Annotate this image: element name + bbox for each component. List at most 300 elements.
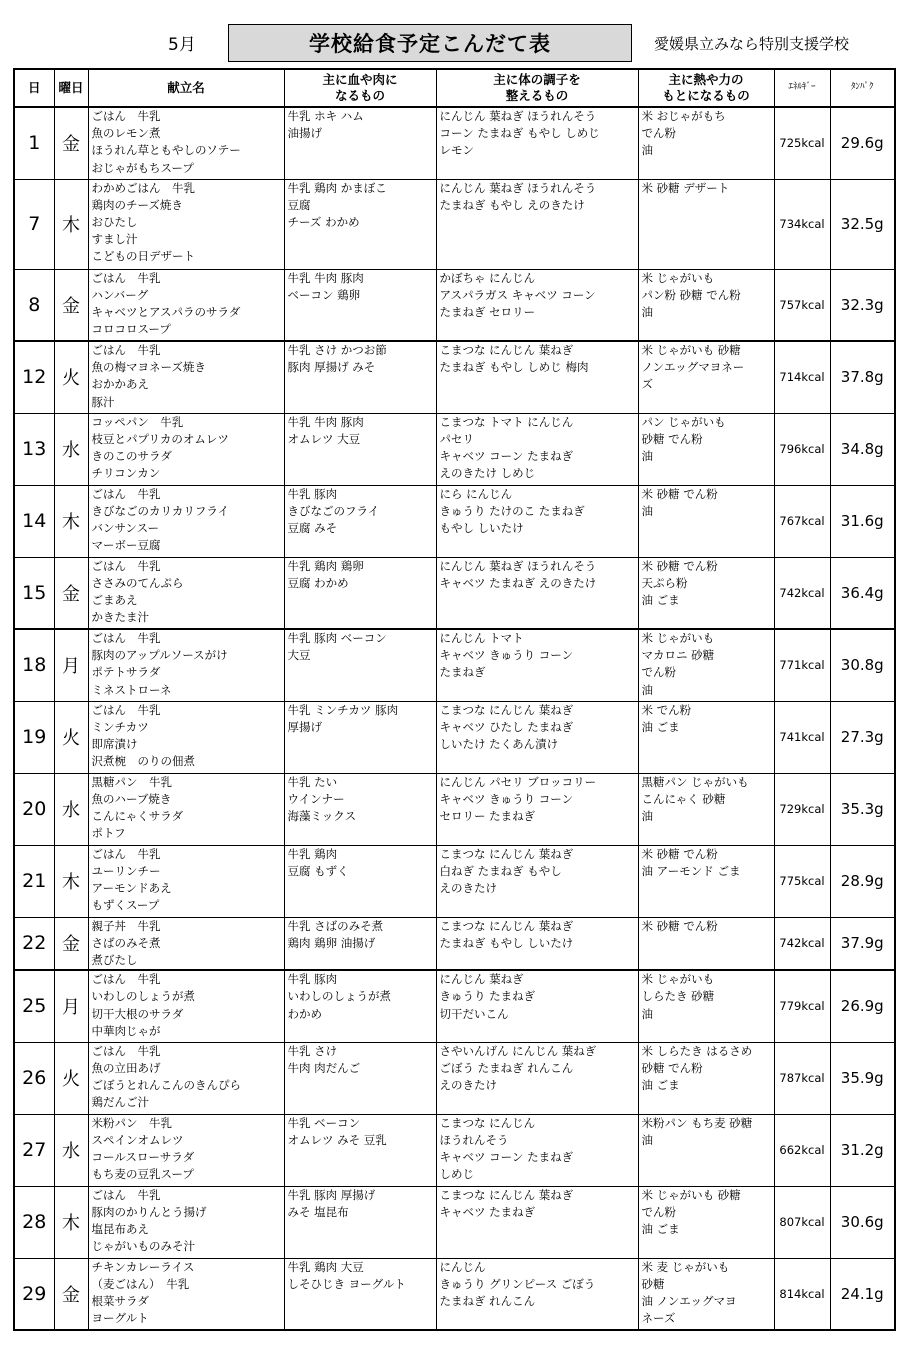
energy-value-cell: 741kcal <box>774 701 830 773</box>
menu-item-line: アーモンドあえ <box>91 880 172 895</box>
col-header-protein: ﾀﾝﾊﾟｸ <box>830 69 895 107</box>
energy-food-line: 米 おじゃがもち <box>641 109 726 123</box>
table-row <box>14 341 895 413</box>
day-cell: 14 <box>14 485 54 557</box>
day-cell: 21 <box>14 845 54 917</box>
protein-food-line: きびなごのフライ <box>287 503 380 518</box>
regulating-food-line: えのきたけ <box>439 1078 497 1093</box>
regulating-food-line: さやいんげん にんじん 葉ねぎ <box>439 1043 597 1058</box>
menu-item-line: 魚のハーブ焼き <box>91 791 172 806</box>
energy-food-line: ズ <box>641 377 653 392</box>
menu-items-cell <box>88 845 284 917</box>
menu-item-line: ささみのてんぷら <box>91 575 184 590</box>
protein-value-cell: 29.6g <box>830 107 895 179</box>
energy-food-line: パン粉 砂糖 でん粉 <box>641 287 741 302</box>
menu-item-line: 魚のレモン煮 <box>91 126 161 141</box>
regulating-food-line: しいたけ たくあん漬け <box>439 736 559 751</box>
regulating-food-line: こまつな トマト にんじん <box>439 414 574 429</box>
protein-foods-cell <box>284 341 436 413</box>
col-header-energy: ｴﾈﾙｷﾞｰ <box>774 69 830 107</box>
regulating-food-line: きゅうり たけのこ たまねぎ <box>439 503 585 518</box>
day-cell: 20 <box>14 773 54 845</box>
protein-foods-cell <box>284 1114 436 1186</box>
energy-food-line: 米粉パン もち麦 砂糖 <box>641 1115 753 1130</box>
protein-food-line: 牛乳 鶏肉 大豆 <box>287 1259 364 1274</box>
day-cell: 22 <box>14 917 54 970</box>
protein-foods-cell <box>284 917 436 970</box>
menu-item-line: コッペパン 牛乳 <box>91 414 184 429</box>
menu-items-cell <box>88 485 284 557</box>
regulating-food-line: レモン <box>439 143 474 158</box>
weekday-cell: 月 <box>54 970 88 1042</box>
menu-item-line: コロコロスープ <box>91 322 171 337</box>
protein-foods-cell <box>284 413 436 485</box>
weekday-cell: 金 <box>54 917 88 970</box>
day-cell: 29 <box>14 1258 54 1330</box>
header-line: もとになるもの <box>662 88 750 103</box>
energy-food-line: 油 <box>641 1006 653 1021</box>
menu-item-line: こどもの日デザート <box>91 249 195 264</box>
menu-item-line: わかめごはん 牛乳 <box>91 180 195 195</box>
menu-table <box>13 68 896 1331</box>
energy-food-line: 米 じゃがいも <box>641 972 715 987</box>
energy-food-line: マカロニ 砂糖 <box>641 648 715 663</box>
energy-foods-cell <box>638 970 774 1042</box>
table-row <box>14 1114 895 1186</box>
table-row <box>14 107 895 179</box>
regulating-food-line: にんじん パセリ ブロッコリー <box>439 774 597 789</box>
energy-food-line: でん粉 <box>641 1204 676 1219</box>
regulating-food-line: コーン たまねぎ もやし しめじ <box>439 126 600 141</box>
energy-food-line: 天ぷら粉 <box>641 575 688 590</box>
menu-item-line: ごはん 牛乳 <box>91 109 161 123</box>
header-line: 主に体の調子を <box>493 72 581 88</box>
menu-items-cell <box>88 269 284 341</box>
protein-food-line: 厚揚げ <box>287 719 322 734</box>
menu-item-line: 鶏肉のチーズ焼き <box>91 197 183 212</box>
protein-food-line: 大豆 <box>287 648 311 663</box>
regulating-food-line: こまつな にんじん 葉ねぎ <box>439 343 574 357</box>
energy-food-line: 油 ごま <box>641 719 680 734</box>
energy-value-cell: 796kcal <box>774 413 830 485</box>
protein-foods-cell <box>284 1258 436 1330</box>
energy-foods-cell <box>638 557 774 629</box>
regulating-food-line: にんじん 葉ねぎ ほうれんそう <box>439 109 597 123</box>
table-row <box>14 701 895 773</box>
energy-foods-cell <box>638 1042 774 1114</box>
day-cell: 15 <box>14 557 54 629</box>
regulating-food-line: かぼちゃ にんじん <box>439 270 536 285</box>
protein-value-cell: 36.4g <box>830 557 895 629</box>
energy-food-line: でん粉 <box>641 665 676 680</box>
col-header-energy-foods <box>638 69 774 107</box>
energy-value-cell: 742kcal <box>774 917 830 970</box>
menu-item-line: コールスローサラダ <box>91 1150 195 1165</box>
protein-foods-cell <box>284 485 436 557</box>
energy-food-line: 油 ごま <box>641 592 680 607</box>
regulating-food-line: にんじん 葉ねぎ ほうれんそう <box>439 180 597 195</box>
regulating-food-line: えのきたけ <box>439 880 497 895</box>
menu-item-line: おかかあえ <box>91 377 149 392</box>
regulating-foods-cell <box>436 557 638 629</box>
regulating-foods-cell <box>436 701 638 773</box>
menu-item-line: 豚肉のアップルソースがけ <box>91 648 228 663</box>
protein-food-line: 豚肉 厚揚げ みそ <box>287 360 376 375</box>
regulating-food-line: アスパラガス キャベツ コーン <box>439 287 596 302</box>
energy-food-line: 米 砂糖 でん粉 <box>641 918 718 933</box>
day-cell: 1 <box>14 107 54 179</box>
col-header-day: 日 <box>14 69 54 107</box>
energy-value-cell: 814kcal <box>774 1258 830 1330</box>
regulating-food-line: こまつな にんじん 葉ねぎ <box>439 846 574 861</box>
regulating-foods-cell <box>436 1258 638 1330</box>
menu-items-cell <box>88 970 284 1042</box>
menu-item-line: 豚肉のかりんとう揚げ <box>91 1204 207 1219</box>
energy-value-cell: 734kcal <box>774 179 830 269</box>
energy-food-line: 油 <box>641 304 653 319</box>
menu-item-line: 魚の立田あげ <box>91 1060 161 1075</box>
table-row <box>14 970 895 1042</box>
regulating-foods-cell <box>436 1114 638 1186</box>
header-line: 主に熱や力の <box>668 72 744 88</box>
menu-items-cell <box>88 1186 284 1258</box>
protein-food-line: 牛乳 さけ かつお節 <box>287 343 387 357</box>
regulating-food-line: キャベツ ひたし たまねぎ <box>439 719 574 734</box>
weekday-cell: 金 <box>54 107 88 179</box>
col-header-regulating-foods <box>436 69 638 107</box>
weekday-cell: 金 <box>54 269 88 341</box>
table-row <box>14 917 895 970</box>
protein-value-cell: 30.8g <box>830 629 895 701</box>
energy-food-line: 油 アーモンド ごま <box>641 863 741 878</box>
protein-foods-cell <box>284 845 436 917</box>
protein-value-cell: 27.3g <box>830 701 895 773</box>
menu-items-cell <box>88 1114 284 1186</box>
protein-food-line: 豆腐 もずく <box>287 863 349 878</box>
weekday-cell: 金 <box>54 1258 88 1330</box>
header-line: 主に血や肉に <box>322 72 398 88</box>
menu-items-cell <box>88 179 284 269</box>
regulating-food-line: たまねぎ もやし しめじ 梅肉 <box>439 360 589 375</box>
energy-food-line: しらたき 砂糖 <box>641 989 715 1004</box>
menu-item-line: きのこのサラダ <box>91 448 172 463</box>
menu-item-line: ユーリンチー <box>91 863 161 878</box>
energy-food-line: 砂糖 でん粉 <box>641 431 703 446</box>
menu-item-line: ミネストローネ <box>91 682 172 697</box>
energy-food-line: 油 ノンエッグマヨ <box>641 1294 737 1309</box>
protein-food-line: 牛乳 牛肉 豚肉 <box>287 414 364 429</box>
protein-food-line: オムレツ みそ 豆乳 <box>287 1132 387 1147</box>
protein-food-line: 牛乳 鶏肉 <box>287 846 338 861</box>
protein-food-line: 牛乳 ミンチカツ 豚肉 <box>287 702 399 717</box>
menu-item-line: 中華肉じゃが <box>91 1023 161 1038</box>
table-row <box>14 773 895 845</box>
energy-foods-cell <box>638 107 774 179</box>
table-row <box>14 1042 895 1114</box>
menu-items-cell <box>88 629 284 701</box>
regulating-food-line: ごぼう たまねぎ れんこん <box>439 1060 574 1075</box>
day-cell: 28 <box>14 1186 54 1258</box>
menu-item-line: 親子丼 牛乳 <box>91 918 161 933</box>
protein-foods-cell <box>284 629 436 701</box>
protein-foods-cell <box>284 1186 436 1258</box>
regulating-food-line: にんじん <box>439 1259 486 1274</box>
regulating-food-line: えのきたけ しめじ <box>439 466 536 481</box>
regulating-food-line: にんじん トマト <box>439 631 524 645</box>
energy-value-cell: 767kcal <box>774 485 830 557</box>
menu-item-line: 煮びたし <box>91 952 138 967</box>
regulating-foods-cell <box>436 485 638 557</box>
menu-items-cell <box>88 341 284 413</box>
protein-value-cell: 35.9g <box>830 1042 895 1114</box>
regulating-foods-cell <box>436 845 638 917</box>
menu-item-line: さばのみそ煮 <box>91 935 161 950</box>
menu-item-line: おじゃがもちスープ <box>91 160 194 175</box>
energy-food-line: 米 じゃがいも 砂糖 <box>641 1187 741 1202</box>
protein-food-line: 牛乳 豚肉 厚揚げ <box>287 1187 376 1202</box>
energy-value-cell: 662kcal <box>774 1114 830 1186</box>
menu-item-line: ミンチカツ <box>91 719 149 734</box>
weekday-cell: 火 <box>54 341 88 413</box>
menu-items-cell <box>88 1258 284 1330</box>
energy-foods-cell <box>638 341 774 413</box>
day-cell: 13 <box>14 413 54 485</box>
regulating-food-line: キャベツ コーン たまねぎ <box>439 1150 574 1165</box>
energy-foods-cell <box>638 179 774 269</box>
menu-items-cell <box>88 557 284 629</box>
menu-item-line: スペインオムレツ <box>91 1132 184 1147</box>
energy-value-cell: 771kcal <box>774 629 830 701</box>
col-header-weekday: 曜日 <box>54 69 88 107</box>
energy-food-line: 米 じゃがいも 砂糖 <box>641 343 741 357</box>
energy-food-line: 米 砂糖 でん粉 <box>641 558 718 573</box>
protein-food-line: わかめ <box>287 1006 322 1021</box>
menu-item-line: ハンバーグ <box>91 287 149 302</box>
regulating-food-line: 白ねぎ たまねぎ もやし <box>439 863 562 878</box>
energy-foods-cell <box>638 1114 774 1186</box>
menu-item-line: ごはん 牛乳 <box>91 702 161 717</box>
menu-item-line: チキンカレーライス <box>91 1259 195 1274</box>
menu-item-line: 即席漬け <box>91 736 138 751</box>
table-row <box>14 413 895 485</box>
table-row <box>14 485 895 557</box>
protein-food-line: 豆腐 わかめ <box>287 575 349 590</box>
menu-item-line: ごぼうとれんこんのきんぴら <box>91 1078 241 1093</box>
regulating-food-line: こまつな にんじん <box>439 1115 536 1130</box>
energy-food-line: 砂糖 でん粉 <box>641 1060 703 1075</box>
menu-items-cell <box>88 1042 284 1114</box>
energy-food-line: 砂糖 <box>641 1276 665 1291</box>
weekday-cell: 木 <box>54 485 88 557</box>
menu-item-line: 切干大根のサラダ <box>91 1006 184 1021</box>
energy-foods-cell <box>638 1186 774 1258</box>
menu-item-line: ごはん 牛乳 <box>91 270 161 285</box>
energy-value-cell: 807kcal <box>774 1186 830 1258</box>
menu-item-line: チリコンカン <box>91 466 161 481</box>
school-name: 愛媛県立みなら特別支援学校 <box>654 35 850 53</box>
regulating-food-line: きゅうり たまねぎ <box>439 989 536 1004</box>
protein-foods-cell <box>284 701 436 773</box>
protein-value-cell: 24.1g <box>830 1258 895 1330</box>
table-row <box>14 629 895 701</box>
weekday-cell: 水 <box>54 413 88 485</box>
weekday-cell: 木 <box>54 845 88 917</box>
table-row <box>14 1186 895 1258</box>
protein-food-line: 牛乳 豚肉 ベーコン <box>287 631 387 645</box>
weekday-cell: 木 <box>54 1186 88 1258</box>
regulating-foods-cell <box>436 269 638 341</box>
energy-food-line: でん粉 <box>641 126 676 141</box>
day-cell: 7 <box>14 179 54 269</box>
table-row <box>14 269 895 341</box>
regulating-food-line: キャベツ たまねぎ えのきたけ <box>439 575 597 590</box>
menu-item-line: すまし汁 <box>91 232 138 247</box>
energy-food-line: 油 ごま <box>641 1078 680 1093</box>
protein-food-line: 牛乳 ホキ ハム <box>287 109 364 123</box>
energy-food-line: 油 <box>641 1132 653 1147</box>
regulating-food-line: たまねぎ もやし しいたけ <box>439 935 574 950</box>
protein-value-cell: 35.3g <box>830 773 895 845</box>
regulating-foods-cell <box>436 341 638 413</box>
weekday-cell: 火 <box>54 1042 88 1114</box>
regulating-food-line: キャベツ コーン たまねぎ <box>439 448 574 463</box>
protein-food-line: 牛乳 豚肉 <box>287 972 338 987</box>
menu-item-line: キャベツとアスパラのサラダ <box>91 304 241 319</box>
regulating-food-line: もやし しいたけ <box>439 520 524 535</box>
energy-food-line: 黒糖パン じゃがいも <box>641 774 749 789</box>
regulating-foods-cell <box>436 1042 638 1114</box>
menu-item-line: ヨーグルト <box>91 1311 149 1326</box>
menu-item-line: きびなごのカリカリフライ <box>91 503 230 518</box>
energy-food-line: 米 でん粉 <box>641 702 692 717</box>
protein-food-line: 牛乳 さばのみそ煮 <box>287 918 384 933</box>
regulating-food-line: たまねぎ れんこん <box>439 1294 536 1309</box>
energy-food-line: 米 麦 じゃがいも <box>641 1259 730 1274</box>
energy-value-cell: 779kcal <box>774 970 830 1042</box>
menu-item-line: おひたし <box>91 214 138 229</box>
day-cell: 27 <box>14 1114 54 1186</box>
regulating-foods-cell <box>436 179 638 269</box>
day-cell: 8 <box>14 269 54 341</box>
regulating-foods-cell <box>436 413 638 485</box>
protein-value-cell: 37.8g <box>830 341 895 413</box>
protein-value-cell: 31.6g <box>830 485 895 557</box>
energy-foods-cell <box>638 269 774 341</box>
protein-foods-cell <box>284 269 436 341</box>
protein-food-line: しそひじき ヨーグルト <box>287 1276 406 1291</box>
regulating-foods-cell <box>436 629 638 701</box>
energy-food-line: パン じゃがいも <box>641 414 726 429</box>
table-row <box>14 845 895 917</box>
menu-item-line: 豚汁 <box>91 394 115 409</box>
protein-value-cell: 32.3g <box>830 269 895 341</box>
month-label: 5月 <box>168 35 196 55</box>
protein-food-line: ウインナー <box>287 791 345 806</box>
page-title: 学校給食予定こんだて表 <box>228 24 632 62</box>
energy-value-cell: 742kcal <box>774 557 830 629</box>
table-row <box>14 557 895 629</box>
energy-foods-cell <box>638 701 774 773</box>
energy-food-line: 油 ごま <box>641 1222 680 1237</box>
protein-food-line: 牛乳 豚肉 <box>287 486 338 501</box>
regulating-food-line: にら にんじん <box>439 486 513 501</box>
energy-value-cell: 775kcal <box>774 845 830 917</box>
energy-food-line: 油 <box>641 143 653 158</box>
menu-item-line: 枝豆とパプリカのオムレツ <box>91 431 229 446</box>
day-cell: 12 <box>14 341 54 413</box>
menu-item-line: ごはん 牛乳 <box>91 1043 161 1058</box>
protein-food-line: 油揚げ <box>287 126 322 141</box>
regulating-food-line: キャベツ きゅうり コーン <box>439 791 574 806</box>
regulating-food-line: しめじ <box>439 1167 474 1182</box>
regulating-food-line: きゅうり グリンピース ごぼう <box>439 1276 596 1291</box>
regulating-food-line: たまねぎ <box>439 665 486 680</box>
menu-item-line: ごはん 牛乳 <box>91 1187 161 1202</box>
menu-item-line: 黒糖パン 牛乳 <box>91 774 172 789</box>
menu-item-line: ごはん 牛乳 <box>91 486 161 501</box>
regulating-food-line: にんじん 葉ねぎ <box>439 972 524 987</box>
menu-item-line: もずくスープ <box>91 898 160 913</box>
menu-item-line: バンサンスー <box>91 520 160 535</box>
weekday-cell: 水 <box>54 773 88 845</box>
menu-item-line: ごはん 牛乳 <box>91 343 161 357</box>
regulating-food-line: こまつな にんじん 葉ねぎ <box>439 918 574 933</box>
protein-food-line: オムレツ 大豆 <box>287 431 361 446</box>
protein-food-line: いわしのしょうが煮 <box>287 989 391 1004</box>
day-cell: 25 <box>14 970 54 1042</box>
energy-food-line: こんにゃく 砂糖 <box>641 791 726 806</box>
protein-food-line: 牛乳 ベーコン <box>287 1115 361 1130</box>
protein-value-cell: 32.5g <box>830 179 895 269</box>
protein-foods-cell <box>284 107 436 179</box>
menu-item-line: ごはん 牛乳 <box>91 972 161 987</box>
protein-food-line: 牛乳 鶏肉 鶏卵 <box>287 558 364 573</box>
energy-foods-cell <box>638 1258 774 1330</box>
regulating-foods-cell <box>436 917 638 970</box>
protein-food-line: 豆腐 みそ <box>287 520 338 535</box>
menu-item-line: 鶏だんご汁 <box>91 1095 149 1110</box>
regulating-food-line: セロリー たまねぎ <box>439 808 536 823</box>
header-line: なるもの <box>334 88 385 103</box>
menu-items-cell <box>88 701 284 773</box>
menu-items-cell <box>88 413 284 485</box>
energy-food-line: 油 <box>641 448 653 463</box>
menu-item-line: ポテトサラダ <box>91 665 161 680</box>
protein-food-line: 海藻ミックス <box>287 808 357 823</box>
protein-food-line: ベーコン 鶏卵 <box>287 287 361 302</box>
regulating-foods-cell <box>436 107 638 179</box>
energy-food-line: 米 砂糖 でん粉 <box>641 486 718 501</box>
menu-item-line: マーボー豆腐 <box>91 538 161 553</box>
protein-food-line: 鶏肉 鶏卵 油揚げ <box>287 935 376 950</box>
menu-item-line: じゃがいものみそ汁 <box>91 1239 195 1254</box>
energy-value-cell: 725kcal <box>774 107 830 179</box>
menu-item-line: 米粉パン 牛乳 <box>91 1115 172 1130</box>
header-line: 整えるもの <box>505 88 569 103</box>
regulating-food-line: キャベツ たまねぎ <box>439 1204 536 1219</box>
menu-items-cell <box>88 773 284 845</box>
menu-items-cell <box>88 917 284 970</box>
menu-item-line: ごはん 牛乳 <box>91 846 161 861</box>
menu-item-line: こんにゃくサラダ <box>91 808 184 823</box>
protein-food-line: 牛肉 肉だんご <box>287 1060 361 1075</box>
menu-item-line: ごはん 牛乳 <box>91 631 161 645</box>
weekday-cell: 金 <box>54 557 88 629</box>
table-row <box>14 179 895 269</box>
energy-food-line: ノンエッグマヨネー <box>641 360 745 375</box>
protein-value-cell: 28.9g <box>830 845 895 917</box>
menu-item-line: ほうれん草ともやしのソテー <box>91 143 241 158</box>
